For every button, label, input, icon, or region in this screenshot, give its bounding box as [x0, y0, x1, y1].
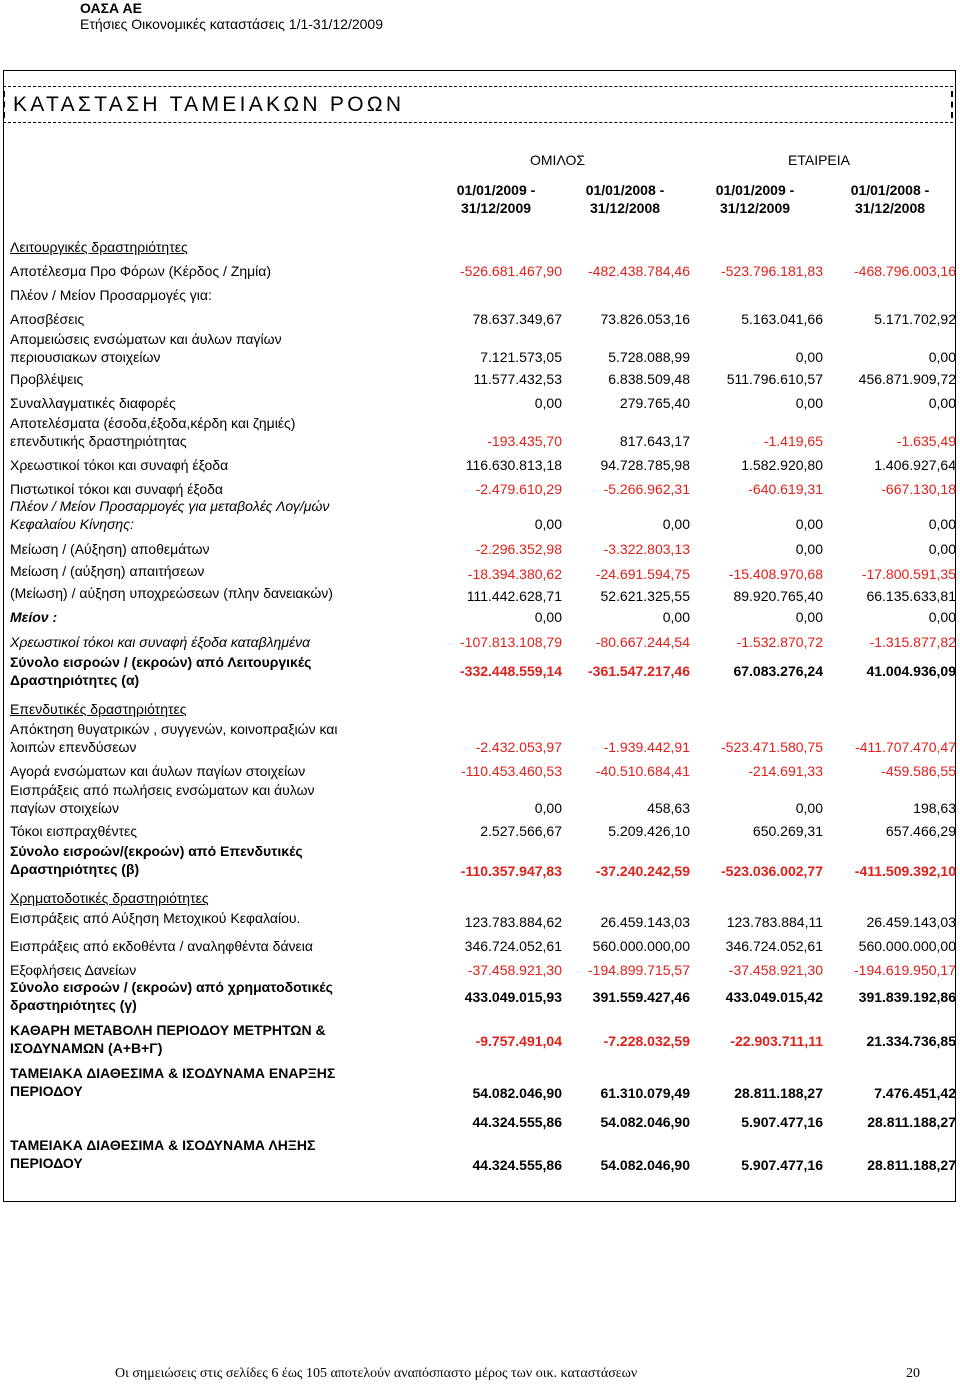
value-cell: -15.408.970,68 [728, 566, 823, 582]
row-label: Αποτελέσματα (έσοδα,έξοδα,κέρδη και ζημιές) επενδυτικής δραστηριότητας [10, 415, 296, 449]
value-cell: -482.438.784,46 [588, 263, 690, 279]
page-number: 20 [906, 1366, 920, 1381]
value-cell: -17.800.591,35 [861, 566, 956, 582]
value-cell: -2.296.352,98 [475, 541, 562, 557]
value-cell: 1.406.927,64 [874, 457, 956, 473]
row-label: Προβλέψεις [10, 371, 84, 387]
value-cell: 0,00 [795, 609, 823, 625]
value-cell: 0,00 [928, 516, 956, 532]
value-cell: 28.811.188,27 [734, 1085, 823, 1101]
value-cell: 73.826.053,16 [600, 311, 690, 327]
row-label: Απόκτηση θυγατρικών , συγγενών, κοινοπραξιών και λοιπών επενδύσεων [10, 721, 338, 755]
row-label: Χρεωστικοί τόκοι και συναφή έξοδα καταβλημένα [10, 634, 311, 650]
value-cell: -1.315.877,82 [869, 634, 956, 650]
value-cell: 5.171.702,92 [874, 311, 956, 327]
row-label: Χρηματοδοτικές δραστηριότητες [10, 890, 209, 906]
value-cell: 2.527.566,67 [480, 823, 562, 839]
value-cell: -40.510.684,41 [595, 763, 690, 779]
value-cell: -468.796.003,16 [854, 263, 956, 279]
value-cell: 650.269,31 [752, 823, 823, 839]
value-cell: 433.049.015,42 [725, 989, 823, 1005]
value-cell: -1.419,65 [763, 433, 823, 449]
value-cell: 657.466,29 [885, 823, 956, 839]
value-cell: 0,00 [795, 800, 823, 816]
value-cell: 54.082.046,90 [600, 1157, 690, 1173]
value-cell: 560.000.000,00 [858, 938, 956, 954]
value-cell: -459.586,55 [881, 763, 956, 779]
value-cell: -7.228.032,59 [603, 1033, 690, 1049]
value-cell: 391.559.427,46 [592, 989, 690, 1005]
value-cell: -523.796.181,83 [721, 263, 823, 279]
value-cell: 0,00 [795, 395, 823, 411]
value-cell: -37.240.242,59 [595, 863, 690, 879]
value-cell: 0,00 [534, 800, 562, 816]
row-label: Μείωση / (Αύξηση) αποθεμάτων [10, 541, 210, 557]
value-cell: -22.903.711,11 [730, 1033, 823, 1049]
value-cell: -80.667.244,54 [595, 634, 690, 650]
value-cell: -194.899.715,57 [588, 962, 690, 978]
value-cell: 7.476.451,42 [874, 1085, 956, 1101]
value-cell: -332.448.559,14 [460, 663, 562, 679]
value-cell: 511.796.610,57 [726, 371, 823, 387]
row-label: Πλέον / Μείον Προσαρμογές για: [10, 287, 212, 303]
value-cell: -523.036.002,77 [721, 863, 823, 879]
value-cell: 0,00 [928, 609, 956, 625]
page-title: ΚΑΤΑΣΤΑΣΗ ΤΑΜΕΙΑΚΩΝ ΡΟΩΝ [13, 93, 405, 116]
value-cell: 6.838.509,48 [608, 371, 690, 387]
value-cell: 0,00 [662, 609, 690, 625]
value-cell: -24.691.594,75 [595, 566, 690, 582]
value-cell: -3.322.803,13 [603, 541, 690, 557]
value-cell: 78.637.349,67 [472, 311, 562, 327]
value-cell: 0,00 [662, 516, 690, 532]
value-cell: 0,00 [795, 541, 823, 557]
value-cell: 5.163.041,66 [741, 311, 823, 327]
value-cell: 5.209.426,10 [608, 823, 690, 839]
value-cell: -1.939.442,91 [603, 739, 690, 755]
value-cell: 0,00 [795, 349, 823, 365]
row-label: Πλέον / Μείον Προσαρμογές για μεταβολές Λογ/μών Κεφαλαίου Κίνησης: [10, 498, 330, 532]
value-cell: 0,00 [795, 516, 823, 532]
value-cell: 41.004.936,09 [866, 663, 956, 679]
value-cell: 817.643,17 [619, 433, 690, 449]
row-label: ΤΑΜΕΙΑΚΑ ΔΙΑΘΕΣΙΜΑ & ΙΣΟΔΥΝΑΜΑ ΛΗΞΗΣ ΠΕΡΙΟΔΟΥ [10, 1137, 316, 1171]
value-cell: 346.724.052,61 [725, 938, 823, 954]
value-cell: -107.813.108,79 [460, 634, 562, 650]
value-cell: -526.681.467,90 [460, 263, 562, 279]
value-cell: 111.442.628,71 [466, 588, 562, 604]
value-cell: -2.432.053,97 [475, 739, 562, 755]
value-cell: 346.724.052,61 [464, 938, 562, 954]
value-cell: 26.459.143,03 [600, 914, 690, 930]
row-label: Πιστωτικοί τόκοι και συναφή έξοδα [10, 481, 223, 497]
value-cell: 0,00 [928, 349, 956, 365]
value-cell: 0,00 [534, 516, 562, 532]
row-label: Σύνολο εισροών/(εκροών) από Επενδυτικές Δραστηριότητες (β) [10, 843, 303, 877]
report-subtitle: Ετήσιες Οικονομικές καταστάσεις 1/1-31/12/2009 [80, 16, 383, 32]
row-label: Συναλλαγματικές διαφορές [10, 395, 176, 411]
value-cell: -640.619,31 [748, 481, 823, 497]
row-label: Αγορά ενσώματων και άυλων παγίων στοιχείων [10, 763, 306, 779]
value-cell: 26.459.143,03 [866, 914, 956, 930]
row-label: Σύνολο εισροών / (εκροών) από Λειτουργικές Δραστηριότητες (α) [10, 654, 312, 688]
value-cell: -194.619.950,17 [854, 962, 956, 978]
value-cell: -5.266.962,31 [603, 481, 690, 497]
value-cell: 44.324.555,86 [472, 1157, 562, 1173]
row-label: Αποσβέσεις [10, 311, 85, 327]
group-heading: ΟΜΙΛΟΣ [530, 152, 586, 168]
value-cell: 456.871.909,72 [858, 371, 956, 387]
row-label: Αποτέλεσμα Προ Φόρων (Κέρδος / Ζημία) [10, 263, 272, 279]
value-cell: 7.121.573,05 [480, 349, 562, 365]
value-cell: 5.907.477,16 [741, 1157, 823, 1173]
value-cell: -1.635,49 [896, 433, 956, 449]
value-cell: 458,63 [647, 800, 690, 816]
row-label: Εισπράξεις από εκδοθέντα / αναληφθέντα δάνεια [10, 938, 313, 954]
footer-note: Οι σημειώσεις στις σελίδες 6 έως 105 αποτελούν αναπόσπαστο μέρος των οικ. καταστάσεων [115, 1366, 638, 1381]
title-box [3, 86, 953, 123]
value-cell: 123.783.884,62 [464, 914, 562, 930]
value-cell: -193.435,70 [487, 433, 562, 449]
value-cell: -18.394.380,62 [467, 566, 562, 582]
value-cell: 0,00 [928, 541, 956, 557]
row-label: Τόκοι εισπραχθέντες [10, 823, 138, 839]
value-cell: 89.920.765,40 [733, 588, 823, 604]
value-cell: 52.621.325,55 [600, 588, 690, 604]
row-label: ΚΑΘΑΡΗ ΜΕΤΑΒΟΛΗ ΠΕΡΙΟΔΟΥ ΜΕΤΡΗΤΩΝ & ΙΣΟΔΥΝΑΜΩΝ (Α+Β+Γ) [10, 1022, 326, 1056]
value-cell: -667.130,18 [881, 481, 956, 497]
value-cell: 1.582.920,80 [741, 457, 823, 473]
column-header: 01/01/2009 - 31/12/2009 [456, 182, 536, 216]
row-label: Εισπράξεις από Αύξηση Μετοχικού Κεφαλαίου. [10, 910, 301, 926]
value-cell: -214.691,33 [748, 763, 823, 779]
value-cell: 54.082.046,90 [600, 1114, 690, 1130]
value-cell: -9.757.491,04 [475, 1033, 562, 1049]
value-cell: 0,00 [928, 395, 956, 411]
row-label: Εισπράξεις από πωλήσεις ενσώματων και άυλων παγίων στοιχείων [10, 782, 315, 816]
value-cell: -411.509.392,10 [854, 863, 956, 879]
value-cell: -1.532.870,72 [736, 634, 823, 650]
row-label: Απομειώσεις ενσώματων και άυλων παγίων περιουσιακων στοιχείων [10, 331, 282, 365]
value-cell: 5.907.477,16 [741, 1114, 823, 1130]
row-label: ΤΑΜΕΙΑΚΑ ΔΙΑΘΕΣΙΜΑ & ΙΣΟΔΥΝΑΜΑ ΕΝΑΡΞΗΣ ΠΕΡΙΟΔΟΥ [10, 1065, 336, 1099]
value-cell: 123.783.884,11 [726, 914, 823, 930]
row-label: Λειτουργικές δραστηριότητες [10, 239, 188, 255]
value-cell: 391.839.192,86 [858, 989, 956, 1005]
value-cell: -37.458.921,30 [467, 962, 562, 978]
value-cell: 54.082.046,90 [472, 1085, 562, 1101]
company-heading: ΕΤΑΙΡΕΙΑ [788, 152, 850, 168]
value-cell: 28.811.188,27 [867, 1157, 956, 1173]
value-cell: 116.630.813,18 [465, 457, 562, 473]
row-label: Μείωση / (αύξηση) απαιτήσεων [10, 563, 205, 579]
value-cell: 61.310.079,49 [600, 1085, 690, 1101]
value-cell: -361.547.217,46 [588, 663, 690, 679]
value-cell: -110.453.460,53 [461, 763, 562, 779]
row-label: Σύνολο εισροών / (εκροών) από χρηματοδοτικές δραστηριότητες (γ) [10, 979, 333, 1013]
value-cell: 0,00 [534, 609, 562, 625]
value-cell: 44.324.555,86 [472, 1114, 562, 1130]
value-cell: 66.135.633,81 [866, 588, 956, 604]
row-label: (Μείωση) / αύξηση υποχρεώσεων (πλην δανειακών) [10, 585, 333, 601]
value-cell: -523.471.580,75 [721, 739, 823, 755]
value-cell: 67.083.276,24 [733, 663, 823, 679]
value-cell: 560.000.000,00 [592, 938, 690, 954]
column-header: 01/01/2008 - 31/12/2008 [585, 182, 665, 216]
column-header: 01/01/2008 - 31/12/2008 [850, 182, 930, 216]
value-cell: 94.728.785,98 [600, 457, 690, 473]
value-cell: 0,00 [534, 395, 562, 411]
value-cell: 11.577.432,53 [473, 371, 562, 387]
value-cell: -110.357.947,83 [460, 863, 562, 879]
value-cell: -411.707.470,47 [855, 739, 956, 755]
value-cell: -37.458.921,30 [728, 962, 823, 978]
row-label: Μείον : [10, 609, 58, 625]
row-label: Επενδυτικές δραστηριότητες [10, 701, 187, 717]
row-label: Εξοφλήσεις Δανείων [10, 962, 137, 978]
value-cell: 279.765,40 [619, 395, 690, 411]
value-cell: 28.811.188,27 [867, 1114, 956, 1130]
value-cell: 5.728.088,99 [608, 349, 690, 365]
row-label: Χρεωστικοί τόκοι και συναφή έξοδα [10, 457, 229, 473]
value-cell: 21.334.736,85 [866, 1033, 956, 1049]
value-cell: 198,63 [913, 800, 956, 816]
value-cell: 433.049.015,93 [464, 989, 562, 1005]
company-name: ΟΑΣΑ ΑΕ [80, 0, 142, 16]
value-cell: -2.479.610,29 [475, 481, 562, 497]
column-header: 01/01/2009 - 31/12/2009 [715, 182, 795, 216]
